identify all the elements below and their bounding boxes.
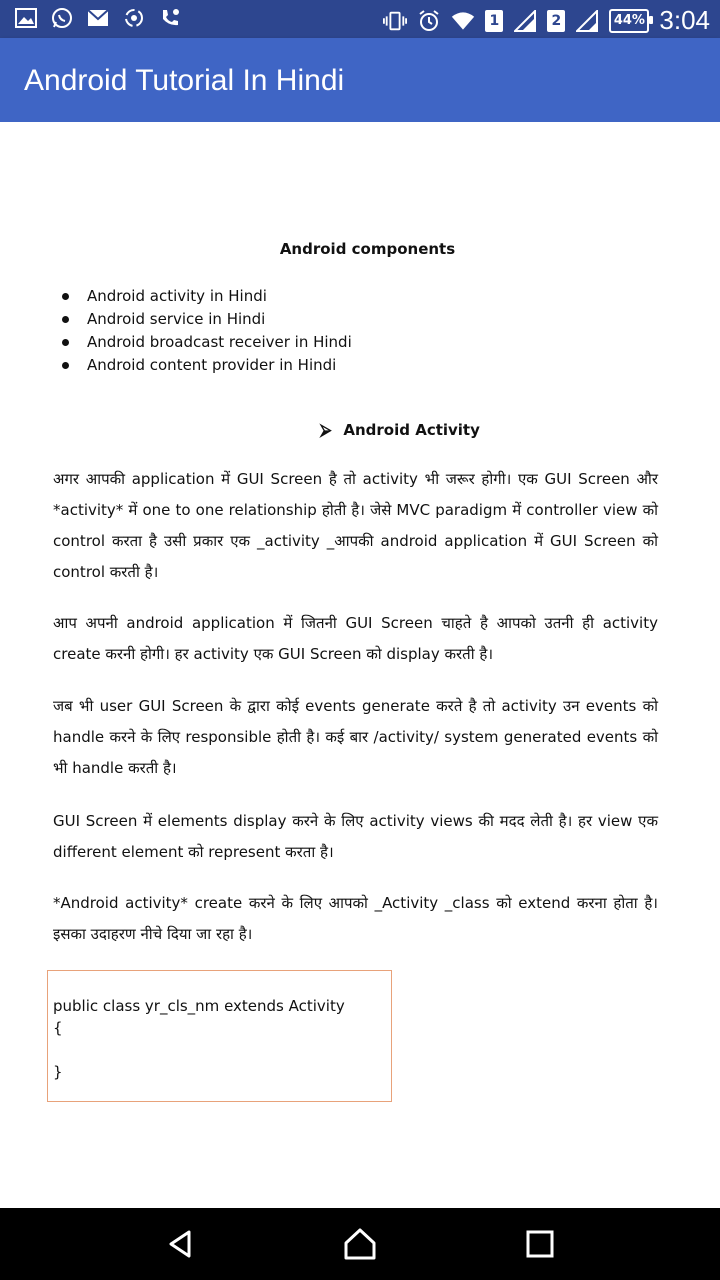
content-area[interactable] bbox=[0, 122, 720, 1208]
code-line: } bbox=[53, 1063, 63, 1081]
whatsapp-icon bbox=[50, 6, 74, 30]
paragraph: GUI Screen में elements display करने के लिए activity views की मदद लेती है। हर view एक different element को represent करता है। bbox=[53, 812, 658, 861]
code-line: public class yr_cls_nm extends Activity bbox=[53, 997, 345, 1015]
paragraph: जब भी user GUI Screen के द्वारा कोई events generate करते है तो activity उन events को handle करने के लिए responsible होती है। कई बार /activity/ system generated events को भी handle करती है। bbox=[53, 697, 658, 777]
sim1-badge: 1 bbox=[485, 10, 503, 32]
recents-button[interactable] bbox=[520, 1224, 560, 1264]
battery-indicator: 44% bbox=[609, 9, 649, 33]
wifi-icon bbox=[451, 9, 475, 33]
alarm-icon bbox=[417, 9, 441, 33]
signal-sim1-icon bbox=[513, 9, 537, 33]
paragraph: आप अपनी android application में जितनी GUI Screen चाहते है आपको उतनी ही activity create करनी होगी। हर activity एक GUI Screen को display करती है। bbox=[53, 614, 658, 663]
clock: 3:04 bbox=[659, 5, 710, 35]
status-bar bbox=[0, 0, 720, 38]
section-heading bbox=[320, 420, 480, 440]
notification-icons bbox=[14, 6, 182, 30]
home-icon bbox=[343, 1227, 377, 1261]
gmail-icon bbox=[86, 6, 110, 30]
list-item: Android activity in Hindi bbox=[62, 285, 352, 308]
bullet-icon bbox=[62, 316, 69, 323]
code-box bbox=[47, 970, 392, 1102]
app-bar bbox=[0, 38, 720, 122]
bullet-icon bbox=[62, 293, 69, 300]
sync-icon bbox=[122, 6, 146, 30]
navigation-bar bbox=[0, 1208, 720, 1280]
call-icon bbox=[158, 6, 182, 30]
paragraph: *Android activity* create करने के लिए आपको _Activity _class को extend करना होता है। इसका उदाहरण नीचे दिया जा रहा है। bbox=[53, 894, 658, 943]
system-indicators bbox=[383, 5, 710, 36]
document-heading: Android components bbox=[279, 240, 456, 258]
bullet-icon bbox=[62, 362, 69, 369]
components-list bbox=[62, 285, 352, 377]
back-button[interactable] bbox=[160, 1224, 200, 1264]
signal-sim2-icon bbox=[575, 9, 599, 33]
vibrate-icon bbox=[383, 9, 407, 33]
recents-icon bbox=[526, 1230, 554, 1258]
back-icon bbox=[165, 1229, 195, 1259]
list-item: Android broadcast receiver in Hindi bbox=[62, 331, 352, 354]
list-item: Android service in Hindi bbox=[62, 308, 352, 331]
sim2-badge: 2 bbox=[547, 10, 565, 32]
bullet-icon bbox=[62, 339, 69, 346]
section-title: Android Activity bbox=[343, 421, 480, 439]
home-button[interactable] bbox=[340, 1224, 380, 1264]
arrow-icon: ⮚ bbox=[320, 420, 332, 439]
gallery-icon bbox=[14, 6, 38, 30]
code-line: { bbox=[53, 1019, 63, 1037]
app-title: Android Tutorial In Hindi bbox=[24, 64, 345, 97]
list-item: Android content provider in Hindi bbox=[62, 354, 352, 377]
paragraph: अगर आपकी application में GUI Screen है तो activity भी जरूर होगी। एक GUI Screen और *activity* में one to one relationship होती है। जेसे MVC paradigm में controller view को control करता है उसी प्रकार एक _activity _आपकी android application में GUI Screen को control करती है। bbox=[53, 470, 658, 581]
